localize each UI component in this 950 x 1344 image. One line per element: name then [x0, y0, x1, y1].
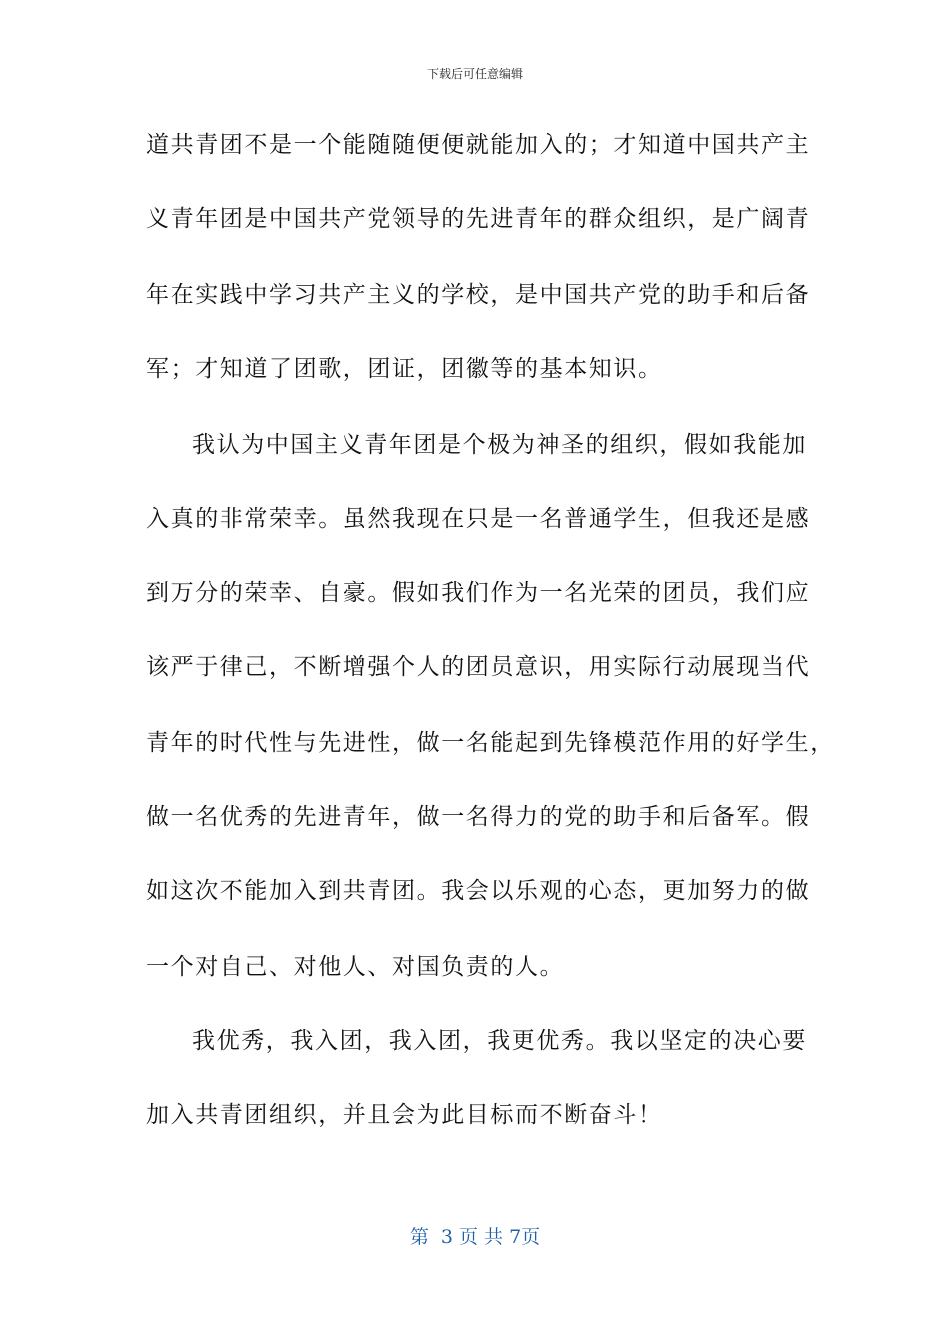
text-line: 我认为中国主义青年团是个极为神圣的组织，假如我能加	[192, 432, 807, 458]
text-line: 青年的时代性与先进性，做一名能起到先锋模范作用的好学生，	[146, 730, 835, 756]
text-line: 如这次不能加入到共青团。我会以乐观的心态，更加努力的做	[146, 878, 811, 904]
text-line: 该严于律己，不断增强个人的团员意识，用实际行动展现当代	[146, 654, 811, 680]
text-line: 军；才知道了团歌，团证，团徽等的基本知识。	[146, 356, 663, 382]
text-line: 义青年团是中国共产党领导的先进青年的群众组织，是广阔青	[146, 206, 811, 232]
text-line: 做一名优秀的先进青年，做一名得力的党的助手和后备军。假	[146, 804, 811, 830]
text-line: 一个对自己、对他人、对国负责的人。	[146, 954, 565, 980]
text-line: 入真的非常荣幸。虽然我现在只是一名普通学生，但我还是感	[146, 506, 811, 532]
text-line: 我优秀，我入团，我入团，我更优秀。我以坚定的决心要	[192, 1028, 807, 1054]
page-number-footer: 第 3 页 共 7页	[409, 1226, 541, 1248]
text-line: 到万分的荣幸、自豪。假如我们作为一名光荣的团员，我们应	[146, 580, 811, 606]
text-line: 加入共青团组织，并且会为此目标而不断奋斗！	[146, 1102, 663, 1128]
page-header: 下载后可任意编辑	[426, 67, 523, 81]
text-line: 道共青团不是一个能随随便便就能加入的；才知道中国共产主	[146, 132, 811, 158]
text-line: 年在实践中学习共产主义的学校，是中国共产党的助手和后备	[146, 282, 811, 308]
